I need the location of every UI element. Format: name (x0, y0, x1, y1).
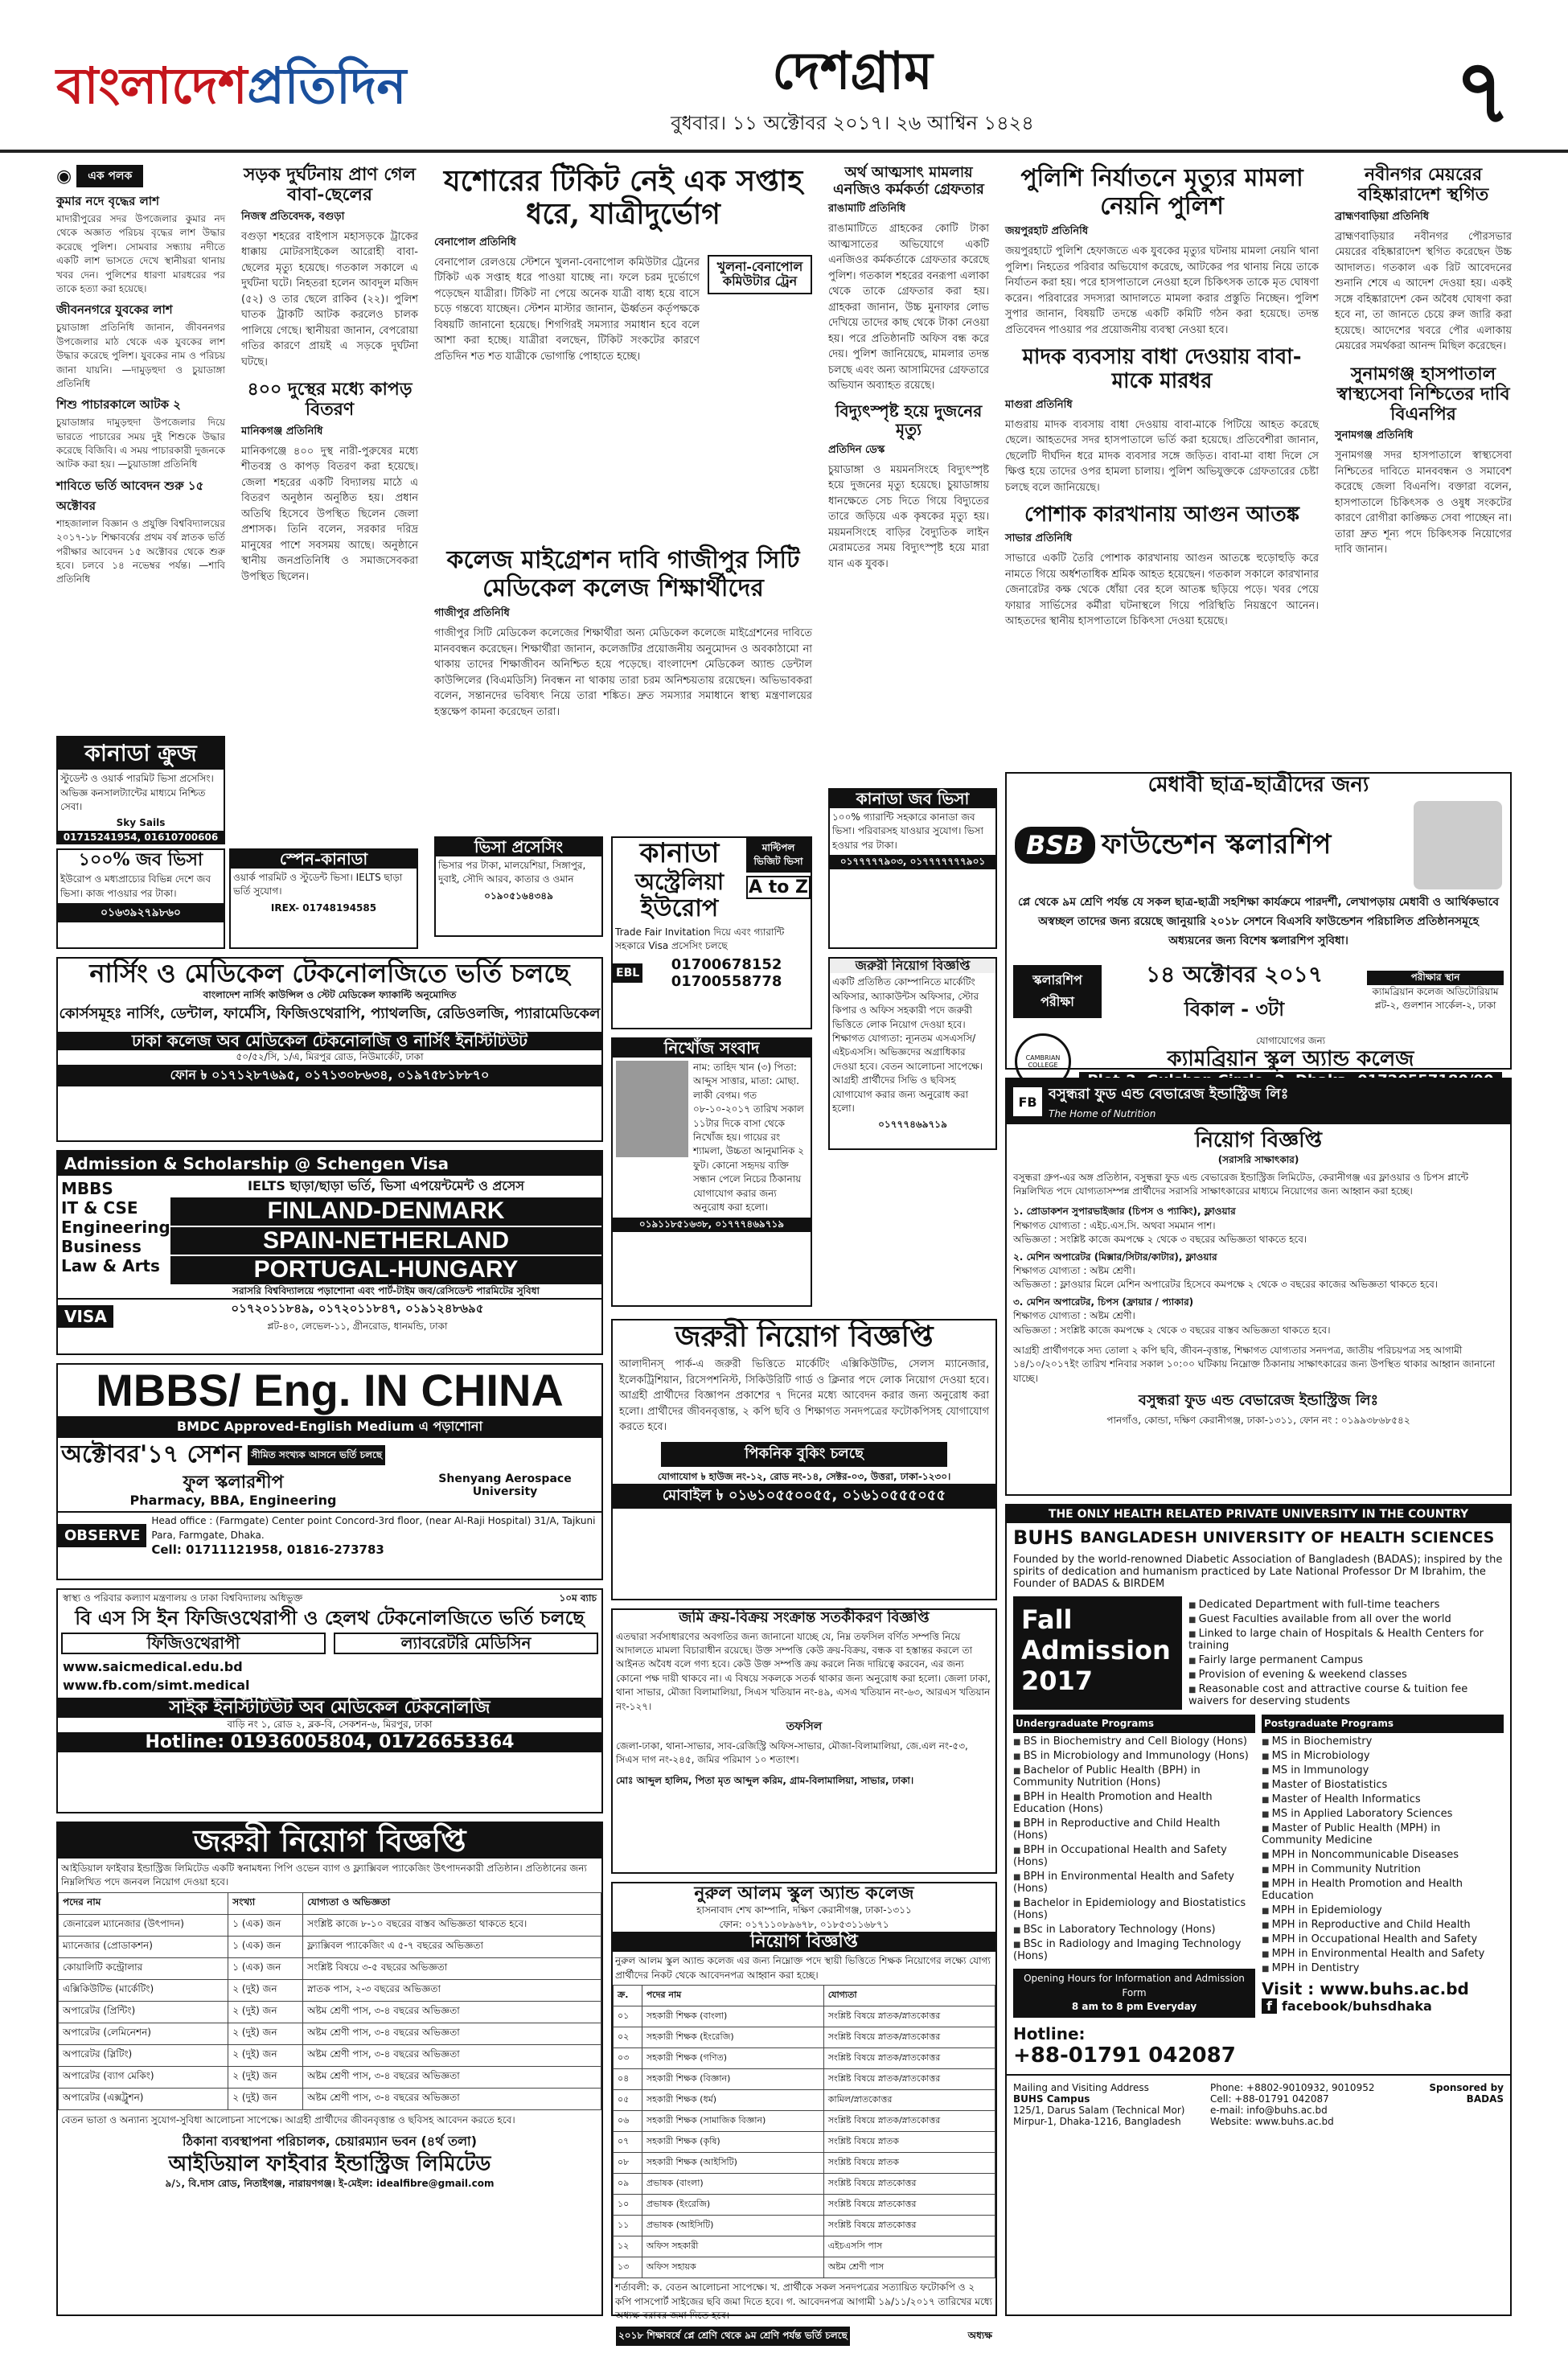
venue-label: পরীক্ষার স্থান (1367, 971, 1504, 984)
story-headline[interactable]: নবীনগর মেয়রের বহিষ্কারাদেশ স্থগিত (1357, 164, 1489, 206)
ad-phone: Cell: 01711121958, 01816-273783 (151, 1542, 384, 1557)
ad-title: বি এস সি ইন ফিজিওথেরাপী ও হেলথ টেকনোলজিতে ভর্তি চলছে (75, 1606, 585, 1630)
story-body: চুয়াডাঙ্গা ও ময়মনসিংহে বিদ্যুৎস্পৃষ্ট হয়ে দুজনের মৃত্যু হয়েছে। চুয়াডাঙ্গায় ধানক্ষেতে সেচ দিতে গিয়ে বিদ্যুতের তারে জড়িয়ে এক কৃষকের মৃত্যু হয়। ময়মনসিংহে বাড়ির বৈদ্যুতিক লাইন মেরামতের সময় বিদ্যুৎস্পৃষ্ট হয়ে মারা যান এক যুবক। (828, 463, 989, 570)
table-row: ০৮ সহকারী শিক্ষক (আইসিটি) সংশ্লিষ্ট বিষয়ে স্নাতক (614, 2153, 995, 2174)
venue: ক্যামব্রিয়ান কলেজ অডিটোরিয়াম প্লট-২, গুলশান সার্কেল-২, ঢাকা (1372, 985, 1499, 1012)
story-byline: বেনাপোল প্রতিনিধি (434, 236, 516, 248)
table-row: ১৩ অফিস সহায়ক অষ্টম শ্রেণী পাস (614, 2257, 995, 2278)
position-item: ২. মেশিন অপারেটর (মিক্সার/সিটার/কাটার), ফ্লাওয়ার শিক্ষাগত যোগ্যতা : অষ্টম শ্রেণী। অভিজ্ঞতা : ফ্লাওয়ার মিলে মেশিন অপারেটর হিসেবে কমপক্ষে ২ থেকে ৩ বছরের কাজের অভিজ্ঞতা থাকতে হবে। (1013, 1251, 1439, 1291)
buhs-top: THE ONLY HEALTH RELATED PRIVATE UNIVERSITY IN THE COUNTRY (1007, 1505, 1510, 1523)
ad-note: বেতন ভাতা ও অন্যান্য সুযোগ-সুবিধা আলোচনা সাপেক্ষে। আগ্রহী প্রার্থীদের জীবনবৃত্তান্ত ও ছবিসহ আবেদন করতে হবে। (61, 2114, 515, 2126)
exam-time: বিকাল - ৩টা (1184, 997, 1285, 1021)
ad-hotline: Hotline: 01936005804, 01726653364 (58, 1732, 601, 1752)
table-row: ১১ প্রভাষক (আইসিটি) সংশ্লিষ্ট বিষয়ে স্নাতকোত্তর (614, 2216, 995, 2236)
table-header: যোগ্যতা ও অভিজ্ঞতা (303, 1893, 601, 1915)
hotline-label: Hotline: (1013, 2023, 1086, 2043)
missing-notice (611, 1037, 812, 1307)
ad-bmdc: BMDC Approved-English Medium এ পড়াশোনা (58, 1416, 601, 1438)
ad-body: ইউরোপ ও মধ্যপ্রাচ্যের বিভিন্ন দেশে জব ভিসা। কাজ পাওয়ার পর টাকা। (60, 873, 211, 899)
brief-title: কুমার নদে বৃদ্ধের লাশ (56, 194, 159, 208)
ad-job-visa[interactable] (56, 848, 225, 949)
ad-line: সরাসরি বিশ্ববিদ্যালয়ে পড়াশোনা এবং পার্ট-টাইম জব/রেসিডেন্ট পারমিটের সুবিধা (232, 1284, 540, 1296)
ad-body: ভিসার পর টাকা, মালয়েশিয়া, সিঙ্গাপুর, দুবাই, সৌদি আরব, কাতার ও ওমান (438, 860, 586, 885)
table-row: ম্যানেজার (প্রোডাকশন) ১ (এক) জন ফ্ল্যাক্সিবল প্যাকেজিং এ ৫-৭ বছরের অভিজ্ঞতা (59, 1937, 601, 1958)
notice-body: এতদ্বারা সর্বসাধারণের অবগতির জন্য জানানো যাচ্ছে যে, নিম্ন তফসিল বর্ণিত সম্পত্তি নিয়ে আদালতে মামলা বিচারাধীন রয়েছে। উক্ত সম্পত্তি কেউ ক্রয়-বিক্রয়, বন্ধক বা হস্তান্তর করলে তা আইনত অবৈধ বলে গণ্য হবে। কেউ উক্ত সম্পত্তি ক্রয় করলে নিজ দায়িত্বে করবেন, এর জন্য কোনো পক্ষ দায়ী থাকবে না। এ বিষয়ে সকলকে সতর্ক থাকার জন্য অনুরোধ করা হলো। জেলা ঢাকা, থানা সাভার, মৌজা বিলামালিয়া, সিএস খতিয়ান নং-৪৯, এসএ খতিয়ান নং-৬৩, আরএস খতিয়ান নং-১২৭। (616, 1630, 991, 1712)
ad-addr: ৯/১, বি.দাস রোড, নিতাইগঞ্জ, নারায়ণগঞ্জ। ই-মেইল: idealfibre@gmail.com (165, 2177, 495, 2189)
ad-phone: মোবাইল ৳ ০১৬১০৫৫০০৫৫, ০১৬১০৫৫৫০৫৫ (613, 1484, 995, 1509)
ad-addr: বাড়ি নং ১, রোড ২, ব্লক-বি, সেকশন-৬, মিরপুর, ঢাকা (227, 1719, 433, 1731)
ad-title: নিয়োগ বিজ্ঞপ্তি (1195, 1128, 1322, 1153)
ad-title: জরুরী নিয়োগ বিজ্ঞপ্তি (830, 959, 995, 973)
ad-head: Admission & Scholarship @ Schengen Visa (58, 1152, 601, 1176)
brief-title: শিশু পাচারকালে আটক ২ (56, 397, 181, 413)
brief-body: চুয়াডাঙ্গা প্রতিনিধি জানান, জীবননগর উপজেলার মাঠ থেকে এক যুবকের লাশ উদ্ধার করেছে পুলিশ। যুবকের নাম ও পরিচয় জানা যায়নি। —দামুড়হুদা ও চুয়াডাঙ্গা প্রতিনিধি (56, 322, 225, 389)
notice-phone: ০১৯১১৮৫১৬৩৮, ০১৭৭৭৪৬৯৭১৯ (613, 1218, 811, 1231)
cambrian-logo: CAMBRIAN COLLEGE (1015, 1033, 1071, 1090)
column-6 (1005, 165, 1319, 768)
company-tagline: The Home of Nutrition (1049, 1108, 1156, 1119)
table-header: ক্র. (614, 1986, 642, 2006)
contact-note: যোগাযোগের জন্য (1255, 1034, 1326, 1046)
story-headline[interactable]: ৪০০ দুস্থের মধ্যে কাপড় বিতরণ (247, 379, 413, 421)
jessore-story (434, 165, 812, 535)
story-byline: রাঙামাটি প্রতিনিধি (828, 203, 906, 216)
position-item: ১. প্রোডাকশন সুপারভাইজার (চিপস ও প্যাকিং), ফ্লাওয়ার শিক্ষাগত যোগ্যতা : এইচ.এস.সি. অথবা সমমান পাশ। অভিজ্ঞতা : সংশ্লিষ্ট কাজে কমপক্ষে ২ থেকে ৩ বছরের অভিজ্ঞতা থাকতে হবে। (1013, 1205, 1307, 1246)
ad-body: ১০০% গ্যারান্টি সহকারে কানাডা জব ভিসা। পরিবারসহ যাওয়ার সুযোগ। ভিসা হওয়ার পর টাকা। (832, 811, 983, 851)
table-row: ০৯ প্রভাষক (বাংলা) সংশ্লিষ্ট বিষয়ে স্নাতকোত্তর (614, 2174, 995, 2195)
column-7 (1335, 165, 1512, 768)
ad-scholar: ফুল স্কলারশীপ (183, 1471, 284, 1493)
ad-nursing[interactable] (56, 957, 603, 1142)
ad-bashundhara[interactable] (1005, 1078, 1512, 1496)
story-byline: প্রতিদিন ডেস্ক (828, 443, 885, 456)
ad-title: কানাডা জব ভিসা (830, 790, 995, 808)
brief-title: শাবিতে ভর্তি আবেদন শুরু ১৫ অক্টোবর (56, 478, 204, 513)
table-row: জেনারেল ম্যানেজার (উৎপাদন) ১ (এক) জন সংশ্লিষ্ট কাজে ৮-১০ বছরের বাস্তব অভিজ্ঞতা থাকতে হবে। (59, 1915, 601, 1937)
schedule-body: জেলা-ঢাকা, থানা-সাভার, সাব-রেজিস্ট্রি অফিস-সাভার, মৌজা-বিলামালিয়া, জে.এল নং-৫৩, সিএস দাগ নং-২৪৫, জমির পরিমাণ ১০ শতাংশ। (616, 1740, 968, 1766)
ad-brand: VISA (58, 1305, 113, 1328)
ad-urgent-big[interactable] (611, 1319, 997, 1600)
ad-title: স্পেন-কানাডা (231, 850, 417, 869)
facebook-icon: f (1262, 1998, 1277, 2014)
story-body: সুনামগঞ্জ সদর হাসপাতালে স্বাস্থ্যসেবা নিশ্চিতের দাবিতে মানববন্ধন ও সমাবেশ করেছে জেলা বিএনপি। বক্তারা বলেন, হাসপাতালে চিকিৎসক ও ওষুধ সংকটের কারণে রোগীরা কাঙ্ক্ষিত সেবা পাচ্ছেন না। তারা দ্রুত শূন্য পদে চিকিৎসক নিয়োগের দাবি জানান। (1335, 450, 1512, 557)
brief-body: শাহজালাল বিজ্ঞান ও প্রযুক্তি বিশ্ববিদ্যালয়ের ২০১৭-১৮ শিক্ষাবর্ষের প্রথম বর্ষ স্নাতক ভর্তি পরীক্ষার আবেদন ১৫ অক্টোবর থেকে শুরু হবে। চলবে ১৪ নভেম্বর পর্যন্ত। —শাবি প্রতিনিধি (56, 517, 225, 585)
ad-phone: IREX- 01748194585 (270, 902, 377, 914)
table-row: কোয়ালিটি কন্ট্রোলার ১ (এক) জন সংশ্লিষ্ট বিষয়ে ৩-৫ বছরের অভিজ্ঞতা (59, 1958, 601, 1980)
ad-urgent-small[interactable] (828, 957, 997, 1150)
ad-phone: ০১৭৭৭৪৬৯৭১৯ (878, 1119, 947, 1131)
table-row: ০৬ সহকারী শিক্ষক (সামাজিক বিজ্ঞান) সংশ্লিষ্ট বিষয়ে স্নাতক/স্নাতকোত্তর (614, 2111, 995, 2132)
ad-title: ফাউন্ডেশন স্কলারশিপ (1101, 828, 1332, 861)
brief-item (56, 477, 225, 587)
ad-web[interactable]: www.saicmedical.edu.bd (63, 1658, 243, 1674)
story-headline[interactable]: পুলিশি নির্যাতনে মৃত্যুর মামলা নেয়নি পুলিশ (1020, 164, 1303, 220)
ad-title: ভিসা প্রসেসিং (436, 838, 601, 856)
story-byline: সাভার প্রতিনিধি (1005, 532, 1073, 545)
table-row: ০২ সহকারী শিক্ষক (ইংরেজি) সংশ্লিষ্ট বিষয়ে স্নাতক/স্নাতকোত্তর (614, 2027, 995, 2048)
ad-brand: OBSERVE (58, 1524, 146, 1547)
story-headline[interactable]: বিদ্যুৎস্পৃষ্ট হয়ে দুজনের মৃত্যু (835, 400, 983, 439)
table-row: ১২ অফিস সহকারী এইচএসসি পাস (614, 2236, 995, 2257)
story-body: জয়পুরহাটে পুলিশি হেফাজতে এক যুবকের মৃত্যুর ঘটনায় মামলা নেয়নি থানা পুলিশ। নিহতের পরিবার অভিযোগ করেছে, আটকের পর থানায় নিয়ে তাকে নির্যাতন করা হয়। পরে হাসপাতালে নেওয়া হলে চিকিৎসক তাকে মৃত ঘোষণা করেন। পরিবারের সদস্যরা আদালতে মামলা করার প্রস্তুতি নিচ্ছেন। পুলিশ সুপার জানান, বিষয়টি তদন্তে একটি কমিটি গঠন করা হয়েছে। তদন্ত প্রতিবেদন পাওয়ার পর প্রয়োজনীয় ব্যবস্থা নেওয়া হবে। (1005, 245, 1319, 336)
ad-bsb[interactable] (1005, 772, 1512, 1070)
ug-label: Undergraduate Programs (1013, 1715, 1255, 1733)
newspaper-logo[interactable]: বাংলাদেশপ্রতিদিন (56, 56, 407, 115)
ad-addr: Head office : (Farmgate) Center point Concord-3rd floor, (near Al-Raji Hospital) 31/A, Tajkuni Para, Farmgate, Dhaka. (151, 1515, 596, 1541)
ad-physio[interactable] (56, 1588, 603, 1813)
story-body: বেনাপোল রেলওয়ে স্টেশনে খুলনা-বেনাপোল কমিউটার ট্রেনের টিকিট এক সপ্তাহ ধরে পাওয়া যাচ্ছে না। ফলে চরম দুর্ভোগে পড়েছেন যাত্রীরা। টিকিট না পেয়ে অনেক যাত্রী বাধ্য হয়ে বাসে চড়ে গন্তব্যে যাচ্ছেন। স্টেশন মাস্টার জানান, ঊর্ধ্বতন কর্তৃপক্ষকে বিষয়টি জানানো হয়েছে। শিগগিরই সমস্যার সমাধান হবে বলে আশা করা হচ্ছে। যাত্রীরা বলছেন, টিকিট সংকটের কারণে প্রতিদিন শত শত যাত্রীকে ভোগান্তি পোহাতে হচ্ছে। (434, 256, 700, 363)
table-row: অপারেটর (এক্সট্রুশন) ২ (দুই) জন অষ্টম শ্রেণী পাস, ৩-৪ বছরের অভিজ্ঞতা (59, 2089, 601, 2110)
ad-addr: ৫০/৫২/সি, ১/এ, মিরপুর রোড, নিউমার্কেট, ঢাকা (236, 1051, 424, 1063)
story-byline: মানিকগঞ্জ প্রতিনিধি (241, 425, 323, 437)
page-number: ৭ (1454, 39, 1512, 143)
ad-canada-cruise[interactable] (56, 736, 225, 844)
ad-brand: Sky Sails (116, 817, 166, 829)
ad-intro: আইডিয়াল ফাইবার ইন্ডাস্ট্রিজ লিমিটেড একটি স্বনামধন্য পিপি ওভেন ব্যাগ ও ফ্ল্যাক্সিবল প্যাকেজিং উৎপাদনকারী প্রতিষ্ঠান। প্রতিষ্ঠানের জন্য নিম্নলিখিত পদে জনবল নিয়োগ দেওয়া হবে। (61, 1862, 587, 1888)
dateline: বুধবার। ১১ অক্টোবর ২০১৭। ২৬ আশ্বিন ১৪২৪ (671, 112, 1034, 134)
ad-fiber-job[interactable] (56, 1822, 603, 2316)
ad-inst: ঢাকা কলেজ অব মেডিকেল টেকনোলজি ও নার্সিং ইনস্টিটিউট (58, 1032, 601, 1050)
ad-desc: প্লে থেকে ৯ম শ্রেণি পর্যন্ত যে সকল ছাত্র-ছাত্রী সহশিক্ষা কার্যক্রমে পারদর্শী, লেখাপড়ায় মেধাবী ও আর্থিকভাবে অস্বচ্ছল তাদের জন্য রয়েছে জানুয়ারি ২০১৮ সেশনে বিএসবি ফাউন্ডেশন পরিচালিত প্রতিষ্ঠানসমূহে অধ্যয়নের জন্য বিশেষ স্কলারশিপ সুবিধা। (1017, 895, 1500, 947)
ad-batch: ১০ম ব্যাচ (559, 1592, 597, 1604)
buhs-founded: Founded by the world-renowned Diabetic Association of Bangladesh (BADAS); inspired by the spirits of dedication and humanism practiced by Late National Professor Dr M Ibrahim, the Founder of BADAS & BIRDEM (1013, 1554, 1503, 1590)
story-byline: নিজস্ব প্রতিবেদক, বগুড়া (241, 210, 345, 223)
footer-company: বসুন্ধরা ফুড এন্ড বেভারেজ ইন্ডাস্ট্রিজ লিঃ (1138, 1392, 1379, 1410)
ad-tag: পিকনিক বুকিং চলছে (661, 1442, 947, 1467)
country-line: SPAIN-NETHERLAND (170, 1227, 601, 1255)
ad-uni: Shenyang Aerospace University (438, 1472, 572, 1498)
ad-addr: যোগাযোগ ৳ হাউজ নং-১২, রোড নং-১৪, সেক্টর-০৩, উত্তরা, ঢাকা-১২৩০। (657, 1470, 951, 1482)
ad-addr-label: ঠিকানা ব্যবস্থাপনা পরিচালক, চেয়ারম্যান ভবন (৪র্থ তলা) (182, 2133, 478, 2149)
column-2 (241, 165, 418, 728)
footer-addr: পানগাঁও, কোন্ডা, দক্ষিণ কেরানীগঞ্জ, ঢাকা-১৩১১, ফোন নং : ০১৯৯৩৮৬৮৫৪২ (1106, 1415, 1410, 1427)
brief-title: জীবননগরে যুবকের লাশ (56, 302, 173, 318)
ad-title: জরুরী নিয়োগ বিজ্ঞপ্তি (675, 1320, 934, 1353)
spiral-icon: ◉ (56, 166, 72, 187)
ad-canada-multiple[interactable] (611, 836, 812, 1029)
story-byline: ব্রাহ্মণবাড়িয়া প্রতিনিধি (1335, 210, 1430, 223)
table-row: ০৪ সহকারী শিক্ষক (বিজ্ঞান) সংশ্লিষ্ট বিষয়ে স্নাতক/স্নাতকোত্তর (614, 2069, 995, 2090)
ad-body: স্টুডেন্ট ও ওয়ার্ক পারমিট ভিসা প্রসেসিং। অভিজ্ঞ কনসালট্যান্টের মাধ্যমে নিশ্চিত সেবা। (60, 773, 214, 812)
teachers-table (613, 1985, 995, 2278)
jobs-table (58, 1892, 601, 2110)
table-header: পদের নাম (642, 1986, 823, 2006)
column-5 (828, 165, 989, 647)
buhs-abbr: BUHS (1013, 1526, 1074, 1549)
ad-phone: 01700558778 (671, 972, 782, 990)
ad-fb[interactable]: www.fb.com/simt.medical (63, 1677, 250, 1693)
ad-body: Trade Fair Invitation দিয়ে এবং গ্যারান্টি সহকারে Visa প্রসেসিং চলছে (615, 926, 785, 952)
story-headline[interactable]: যশোরের টিকিট নেই এক সপ্তাহ ধরে, যাত্রীদুর্ভোগ (443, 164, 803, 232)
story-body: মানিকগঞ্জে ৪০০ দুস্থ নারী-পুরুষের মধ্যে শীতবস্ত্র ও কাপড় বিতরণ করা হয়েছে। জেলা শহরের একটি বিদ্যালয় মাঠে এ বিতরণ অনুষ্ঠান অনুষ্ঠিত হয়। প্রধান অতিথি হিসেবে উপস্থিত ছিলেন জেলা প্রশাসক। তিনি বলেন, সরকার দরিদ্র মানুষের পাশে সবসময় আছে। অনুষ্ঠানে স্থানীয় জনপ্রতিনিধি ও সমাজসেবকরা উপস্থিত ছিলেন। (241, 445, 418, 583)
company-name: বসুন্ধরা ফুড এন্ড বেভারেজ ইন্ডাস্ট্রিজ লিঃ (1049, 1086, 1289, 1103)
ad-inst: সাইক ইনস্টিটিউট অব মেডিকেল টেকনোলজি (58, 1698, 601, 1718)
ad-phone: ফোন ৳ ০১৭১২৮৭৬৯৫, ০১৭১৩০৮৬৩৪, ০১৯৭৫৮১৮৮৭০ (58, 1065, 601, 1086)
medical-story (434, 547, 812, 820)
ad-sub: (সরাসরি সাক্ষাৎকার) (1217, 1154, 1299, 1166)
pg-label: Postgraduate Programs (1262, 1715, 1504, 1733)
ad-phone: 01715241954, 01610700606 (58, 831, 224, 844)
ad-buhs[interactable] (1005, 1504, 1512, 2316)
exam-label: স্কলারশিপ পরীক্ষা (1013, 965, 1102, 1018)
ug-list: ■ BS in Biochemistry and Cell Biology (Hons) ■ BS in Microbiology and Immunology (Hons) ■ Bachelor of Public Health (BPH) in Community Nutrition (Hons) ■ BPH in Health Promotion and Health Education (Hons) ■ BPH in Reproductive and Child Health (Hons) ■ BPH in Occupational Health and Safety (Hons) ■ BPH in Environmental Health and Safety (Hons) ■ Bachelor in Epidemiology and Biostatistics (Hons) ■ BSc in Laboratory Technology (Hons) ■ BSc in Radiology and Imaging Technology (Hons) (1013, 1735, 1255, 1962)
story-body: মাগুরায় মাদক ব্যবসায় বাধা দেওয়ায় বাবা-মাকে পিটিয়ে আহত করেছে ছেলে। আহতদের সদর হাসপাতালে ভর্তি করা হয়েছে। প্রতিবেশীরা জানান, ছেলেটি দীর্ঘদিন ধরে মাদক ব্যবসার সঙ্গে জড়িত। বাবা-মা বাধা দিলে সে ক্ষিপ্ত হয়ে তাদের ওপর হামলা চালায়। পুলিশ অভিযুক্তকে গ্রেফতারের চেষ্টা চলছে বলে জানিয়েছে। (1005, 418, 1319, 494)
ad-program: ফিজিওথেরাপী (61, 1633, 326, 1654)
schedule-label: তফসিল (786, 1720, 823, 1734)
ad-top: মেধাবী ছাত্র-ছাত্রীদের জন্য (1147, 773, 1369, 797)
table-row: ০৩ সহকারী শিক্ষক (গণিত) সংশ্লিষ্ট বিষয়ে স্নাতক/স্নাতকোত্তর (614, 2048, 995, 2069)
ad-addr: প্লট-৪০, লেভেল-১১, গ্রীনরোড, ধানমন্ডি, ঢাকা (267, 1320, 448, 1332)
bsb-logo: BSB (1015, 827, 1095, 864)
briefs-column (56, 165, 225, 728)
fb-logo-icon: FB (1013, 1087, 1042, 1116)
land-notice (611, 1608, 997, 1874)
ad-phone: ০১৬৩৯২৭৯৮৬০ (58, 903, 224, 922)
story-subhead: খুলনা-বেনাপোল কমিউটার ট্রেন (708, 255, 812, 294)
position-list (1007, 1205, 1510, 1337)
ad-title: ১০০% জব ভিসা (78, 849, 203, 870)
ad-title: নার্সিং ও মেডিকেল টেকনোলজিতে ভর্তি চলছে (89, 958, 570, 988)
ad-prog: Pharmacy, BBA, Engineering (129, 1493, 337, 1509)
ad-courses: কোর্সসমূহঃ নার্সিং, ডেন্টাল, ফার্মেসি, ফিজিওথেরাপি, প্যাথলজি, রেডিওলজি, প্যারামেডিকেল (59, 1005, 601, 1023)
ad-admission: ২০১৮ শিক্ষাবর্ষে প্লে শ্রেণি থেকে ৯ম শ্রেণি পর্যন্ত ভর্তি চলছে (616, 2327, 850, 2345)
table-row: এক্সিকিউটিভ (মার্কেটিং) ২ (দুই) জন স্নাতক পাস, ২-৩ বছরের অভিজ্ঞতা (59, 1980, 601, 2002)
table-row: ০৫ সহকারী শিক্ষক (ধর্ম) কামিল/স্নাতকোত্তর (614, 2090, 995, 2111)
table-row: ০৭ সহকারী শিক্ষক (কৃষি) সংশ্লিষ্ট বিষয়ে স্নাতক (614, 2132, 995, 2153)
ad-canada-job[interactable] (828, 788, 997, 949)
ad-sub: বাংলাদেশ নার্সিং কাউন্সিল ও স্টেট মেডিকেল ফ্যাকাল্টি অনুমোদিত (203, 988, 457, 1000)
ad-atoz: A to Z (746, 876, 811, 899)
ad-body: একটি প্রতিষ্ঠিত কোম্পানিতে মার্কেটিং অফিসার, অ্যাকাউন্টস অফিসার, স্টোর কিপার ও অফিস সহকারী পদে জরুরী ভিত্তিতে লোক নিয়োগ দেওয়া হবে। শিক্ষাগত যোগ্যতা: ন্যূনতম এসএসসি/এইচএসসি। অভিজ্ঞদের অগ্রাধিকার দেওয়া হবে। বেতন আলোচনা সাপেক্ষে। আগ্রহী প্রার্থীদের সিভি ও ছবিসহ যোগাযোগ করার জন্য অনুরোধ করা হলো। (832, 976, 983, 1114)
ad-spain-canada[interactable] (229, 848, 418, 949)
briefs-label: এক পলক (76, 165, 143, 187)
ad-body: আলাদীনস্ পার্ক-এ জরুরী ভিত্তিতে মার্কেটিং এক্সিকিউটিভ, সেলস ম্যানেজার, ইলেকট্রিশিয়ান, রিসেপশনিস্ট, সিকিউরিটি গার্ড ও ক্লিনার পদে লোক নিয়োগ দেওয়া হবে। আগ্রহী প্রার্থীদের বিজ্ঞাপন প্রকাশের ৭ দিনের মধ্যে আবেদন করার জন্য অনুরোধ করা হলো। প্রার্থীদের জীবনবৃত্তান্ত, ২ কপি ছবি ও শিক্ষাগত সনদপত্রের ফটোকপিসহ যোগাযোগ করতে হবে। (619, 1358, 989, 1434)
ad-line: অস্ট্রেলিয়া (634, 869, 724, 896)
ad-seats: সীমিত সংখ্যক আসনে ভর্তি চলছে (248, 1445, 385, 1465)
ad-program: ল্যাবরেটরি মেডিসিন (334, 1633, 598, 1654)
story-body: গাজীপুর সিটি মেডিকেল কলেজের শিক্ষার্থীরা অন্য মেডিকেল কলেজে মাইগ্রেশনের দাবিতে মানববন্ধন করেছেন। শিক্ষার্থীরা জানান, কলেজটির প্রয়োজনীয় অনুমোদন ও অবকাঠামো না থাকায় তাদের শিক্ষাজীবন অনিশ্চিত হয়ে পড়েছে। বাংলাদেশ মেডিকেল অ্যান্ড ডেন্টাল কাউন্সিলের (বিএমডিসি) নিবন্ধন না থাকায় তারা চরম অনিশ্চয়তায় রয়েছেন। অভিভাবকরা বলেন, সন্তানদের ভবিষ্যৎ নিয়ে তারা শঙ্কিত। দ্রুত সমস্যার সমাধানে স্বাস্থ্য মন্ত্রণালয়ের হস্তক্ষেপ কামনা করেছেন তারা। (434, 627, 812, 718)
ad-brand: EBL (613, 963, 642, 983)
story-headline[interactable]: সুনামগঞ্জ হাসপাতাল স্বাস্থ্যসেবা নিশ্চিতের দাবি বিএনপির (1336, 363, 1510, 425)
table-header: পদের নাম (59, 1893, 228, 1915)
table-row: ০১ সহকারী শিক্ষক (বাংলা) সংশ্লিষ্ট বিষয়ে স্নাতক/স্নাতকোত্তর (614, 2006, 995, 2027)
table-row: অপারেটর (প্রিন্টিং) ২ (দুই) জন অষ্টম শ্রেণী পাস, ৩-৪ বছরের অভিজ্ঞতা (59, 2002, 601, 2023)
sponsor: Sponsored by BADAS (1429, 2081, 1504, 2105)
briefs-header (56, 165, 225, 187)
ad-line: ইউরোপ (640, 894, 719, 923)
story-body: বগুড়া শহরের বাইপাস মহাসড়কে ট্রাকের ধাক্কায় মোটরসাইকেল আরোহী বাবা-ছেলের মৃত্যু হয়েছে। গতকাল সকালে এ দুর্ঘটনা ঘটে। নিহতরা হলেন আবদুল মজিদ (৫২) ও তার ছেলে রাকিব (২২)। পুলিশ ঘাতক ট্রাকটি আটক করলেও চালক পালিয়ে গেছে। স্থানীয়রা জানান, বেপরোয়া গতির কারণে প্রায়ই এ সড়কে দুর্ঘটনা ঘটছে। (241, 230, 418, 368)
buhs-name: BANGLADESH UNIVERSITY OF HEALTH SCIENCES (1080, 1529, 1495, 1546)
brief-item (56, 192, 225, 296)
story-byline: সুনামগঞ্জ প্রতিনিধি (1335, 429, 1414, 442)
ad-session: অক্টোবর'১৭ সেশন (61, 1440, 242, 1469)
brief-item (56, 396, 225, 472)
ad-sign: অধ্যক্ষ (967, 2330, 992, 2342)
exam-date: ১৪ অক্টোবর ২০১৭ (1145, 960, 1324, 988)
hours-label: Opening Hours for Information and Admission Form (1024, 1973, 1245, 1998)
story-headline[interactable]: কলেজ মাইগ্রেশন দাবি গাজীপুর সিটি মেডিকেল কলেজ শিক্ষার্থীদের (446, 546, 800, 602)
fall-admission: Fall Admission 2017 (1013, 1596, 1182, 1710)
hours: 8 am to 8 pm Everyday (1071, 2001, 1197, 2013)
notice-sign: মোঃ আব্দুল হালিম, পিতা মৃত আব্দুল করিম, গ্রাম-বিলামালিয়া, সাভার, ঢাকা। (616, 1774, 914, 1786)
ad-tag: মাল্টিপল ভিজিট ভিসা (746, 838, 811, 873)
story-body: ব্রাহ্মণবাড়িয়ার নবীনগর পৌরসভার মেয়রের বহিষ্কারাদেশ স্থগিত করেছেন উচ্চ আদালত। গতকাল এক রিট আবেদনের শুনানি শেষে এ আদেশ দেওয়া হয়। একই সঙ্গে বহিষ্কারাদেশ কেন অবৈধ ঘোষণা করা হবে না, তা জানতে চেয়ে রুল জারি করা হয়েছে। আদেশের খবরে পৌর এলাকায় মেয়রের সমর্থকরা আনন্দ মিছিল করেছেন। (1335, 230, 1512, 353)
ad-visa-processing[interactable] (434, 836, 603, 937)
ad-title: কানাডা ক্রুজ (58, 737, 224, 770)
notice-body: নাম: তাহিদ খান (৩) পিতা: আব্দুস সাত্তার, মাতা: মোছা. লাকী বেগম। গত ০৮-১০-২০১৭ তারিখ সকাল ১১টার দিকে বাসা থেকে নিখোঁজ হয়। গায়ের রং শ্যামলা, উচ্চতা আনুমানিক ২ ফুট। কোনো সহৃদয় ব্যক্তি সন্ধান পেলে নিচের ঠিকানায় যোগাযোগ করার জন্য অনুরোধ করা হলো। (693, 1062, 804, 1213)
ad-top: স্বাস্থ্য ও পরিবার কল্যাণ মন্ত্রণালয় ও ঢাকা বিশ্ববিদ্যালয় অধিভুক্ত (63, 1592, 303, 1604)
table-row: অপারেটর (স্লিটিং) ২ (দুই) জন অষ্টম শ্রেণী পাস, ৩-৪ বছরের অভিজ্ঞতা (59, 2045, 601, 2067)
ad-programs: MBBS IT & CSE Engineering Business Law & Arts (61, 1179, 170, 1275)
section-title: দেশগ্রাম (772, 41, 933, 101)
ad-line: কানাডা (639, 837, 720, 869)
ad-title: জরুরী নিয়োগ বিজ্ঞপ্তি (58, 1823, 601, 1859)
country-line: PORTUGAL-HUNGARY (170, 1256, 601, 1284)
visit-link[interactable]: Visit : www.buhs.ac.bd (1262, 1979, 1469, 1999)
ad-company: আইডিয়াল ফাইবার ইন্ডাস্ট্রিজ লিমিটেড (168, 2151, 491, 2176)
ad-ielts: IELTS ছাড়া/ছাড়া ভর্তি, ভিসা এপয়েন্টমেন্ট ও প্রসেস (248, 1178, 524, 1193)
notice-title: নিখোঁজ সংবাদ (613, 1039, 811, 1058)
child-photo (616, 1061, 688, 1157)
school-phone: ফোন: ০১৭১১০৮৯৬৭৮, ০১৮৫৩১১৬৮৭১ (719, 1918, 889, 1930)
ad-title: MBBS/ Eng. IN CHINA (96, 1365, 564, 1415)
story-headline[interactable]: পোশাক কারখানায় আগুন আতঙ্ক (1024, 503, 1300, 528)
ad-schengen[interactable] (56, 1150, 603, 1355)
story-body: রাঙামাটিতে গ্রাহকের কোটি টাকা আত্মসাতের অভিযোগে একটি এনজিওর কর্মকর্তাকে গ্রেফতার করেছে পুলিশ। গতকাল শহরের বনরূপা এলাকা থেকে তাকে গ্রেফতার করা হয়। গ্রাহকরা জানান, উচ্চ মুনাফার লোভ দেখিয়ে তাদের কাছ থেকে টাকা নেওয়া হয়। পরে প্রতিষ্ঠানটি অফিস বন্ধ করে দেয়। পুলিশ জানিয়েছে, মামলার তদন্ত চলছে এবং অন্য আসামিদের গ্রেফতারে অভিযান অব্যাহত রয়েছে। (828, 223, 989, 392)
story-byline: গাজীপুর প্রতিনিধি (434, 607, 510, 619)
country-line: FINLAND-DENMARK (170, 1197, 601, 1226)
brief-body: চুয়াডাঙ্গার দামুড়হুদা উপজেলার দিয়ে ভারতে পাচারের সময় দুই শিশুকে উদ্ধার করেছে বিজিবি। এ সময় পাচারকারী দুজনকে আটক করা হয়। —চুয়াডাঙ্গা প্রতিনিধি (56, 417, 225, 470)
story-headline[interactable]: অর্থ আত্মসাৎ মামলায় এনজিও কর্মকর্তা গ্রেফতার (833, 164, 984, 198)
story-headline[interactable]: মাদক ব্যবসায় বাধা দেওয়ায় বাবা-মাকে মারধর (1022, 345, 1302, 393)
facebook-link[interactable]: f facebook/buhsdhaka (1262, 1998, 1504, 2014)
ad-mbbs-china[interactable] (56, 1363, 603, 1580)
story-byline: মাগুরা প্রতিনিধি (1005, 398, 1073, 411)
brief-body: মাদারীপুরের সদর উপজেলার কুমার নদ থেকে অজ্ঞাত পরিচয় বৃদ্ধের লাশ উদ্ধার করেছে পুলিশ। সোমবার সন্ধ্যায় নদীতে একটি লাশ ভাসতে দেখে স্থানীয়রা থানায় খবর দেন। পুলিশের ধারণা মারধরের পর তাকে হত্যা করা হয়েছে। (56, 213, 225, 294)
story-byline: জয়পুরহাট প্রতিনিধি (1005, 225, 1089, 237)
buhs-contact: Mailing and Visiting Address BUHS Campus 125/1, Darus Salam (Technical Mor) Mirpur-1, Dhaka-1216, Bangladesh Phone: +8802-9010932, 9010952 Cell: +88-01791 042087 e-mail: info@buhs.ac.bd Website: www.buhs.ac.bd Sponsored by BADAS (1007, 2074, 1510, 2134)
notice-title: জমি ক্রয়-বিক্রয় সংক্রান্ত সতর্কীকরণ বিজ্ঞপ্তি (679, 1609, 930, 1626)
ad-school[interactable] (611, 1882, 997, 2342)
table-row: ১০ প্রভাষক (ইংরেজি) সংশ্লিষ্ট বিষয়ে স্নাতকোত্তর (614, 2195, 995, 2216)
hotline[interactable]: +88-01791 042087 (1013, 2043, 1236, 2068)
ad-banner: নিয়োগ বিজ্ঞপ্তি (613, 1932, 995, 1952)
ad-phone: 01700678152 (671, 955, 782, 973)
table-header: সংখ্যা (228, 1893, 303, 1915)
position-item: ৩. মেশিন অপারেটর, চিপস (ফ্রায়ার / প্যাকার) শিক্ষাগত যোগ্যতা : অষ্টম শ্রেণী। অভিজ্ঞতা : সংশ্লিষ্ট কাজে কমপক্ষে ২ থেকে ৩ বছরের বাস্তব অভিজ্ঞতা থাকতে হবে। (1013, 1296, 1331, 1336)
story-headline[interactable]: সড়ক দুর্ঘটনায় প্রাণ গেল বাবা-ছেলের (243, 164, 417, 206)
college-name: ক্যামব্রিয়ান স্কুল অ্যান্ড কলেজ (1167, 1047, 1414, 1072)
table-row: অপারেটর (লেমিনেশন) ২ (দুই) জন অষ্টম শ্রেণী পাস, ৩-৪ বছরের অভিজ্ঞতা (59, 2023, 601, 2045)
pg-list: ■ MS in Biochemistry ■ MS in Microbiology ■ MS in Immunology ■ Master of Biostatistics ■ Master of Health Informatics ■ MS in Applied Laboratory Sciences ■ Master of Public Health (MPH) in Community Medicine ■ MPH in Noncommunicable Diseases ■ MPH in Community Nutrition ■ MPH in Health Promotion and Health Education ■ MPH in Epidemiology ■ MPH in Reproductive and Child Health ■ MPH in Occupational Health and Safety ■ MPH in Environmental Health and Safety ■ MPH in Dentistry (1262, 1735, 1504, 1974)
table-row: অপারেটর (ব্যাগ মেকিং) ২ (দুই) জন অষ্টম শ্রেণী পাস, ৩-৪ বছরের অভিজ্ঞতা (59, 2067, 601, 2089)
masthead (0, 0, 1568, 153)
brief-item (56, 301, 225, 391)
school-addr: হাসনাবাদ শেখ কাম্পানি, দক্ষিণ কেরানীগঞ্জ, ঢাকা-১৩১১ (696, 1904, 912, 1916)
ad-phone: ০১৭২০১১৮৪৯, ০১৭২০১১৮৪৭, ০১৯১২৪৮৬৯৫ (231, 1300, 484, 1316)
feature-list: ■ Dedicated Department with full-time teachers ■ Guest Faculties available from all over the world ■ Linked to large chain of Hospitals & Health Centers for training ■ Fairly large permanent Campus ■ Provision of evening & weekend classes ■ Reasonable cost and attractive course & tuition fee waivers for deserving students (1188, 1596, 1504, 1710)
ad-apply: আগ্রহী প্রার্থীগণকে সদ্য তোলা ২ কপি ছবি, জীবন-বৃত্তান্ত, শিক্ষাগত যোগ্যতার সনদপত্র, জাতীয় পরিচয়পত্র সহ আগামী ১৪/১০/২০১৭ইং তারিখ শনিবার সকাল ১০:০০ ঘটিকায় নিম্নোক্ত ঠিকানায় সাক্ষাৎকারের জন্য উপস্থিত থাকার আহ্বান জানানো যাচ্ছে। (1013, 1344, 1496, 1384)
ad-phone: ০১৯০৫১৬৪৩৪৯ (484, 889, 553, 902)
ad-phone: ০১৭৭৭৭৭৯০৩, ০১৭৭৭৭৭৭৭৯০১ (830, 855, 995, 869)
graduate-photo (1414, 801, 1502, 889)
ad-terms: শর্তাবলী: ক. বেতন আলোচনা সাপেক্ষে। খ. প্রার্থীকে সকল সনদপত্রের সত্যায়িত ফটোকপি ও ২ কপি পাসপোর্ট সাইজের ছবি জমা দিতে হবে। গ. আবেদনপত্র আগামী ১৯/১১/২০১৭ তারিখের মধ্যে অধ্যক্ষ বরাবর জমা দিতে হবে। (615, 2282, 992, 2321)
ad-intro: বসুন্ধরা গ্রুপ-এর অঙ্গ প্রতিষ্ঠান, বসুন্ধরা ফুড এন্ড বেভারেজ ইন্ডাস্ট্রিজ লিমিটেড, কেরানীগঞ্জ এর ফ্লাওয়ার ও চিপস প্লান্টে নিম্নলিখিত পদে যোগ্যতাসম্পন্ন প্রার্থীদের সরাসরি সাক্ষাৎকারের মাধ্যমে নিয়োগের জন্য আহ্বান করা হচ্ছে। (1013, 1171, 1469, 1197)
ad-intro: নুরুল আলম স্কুল অ্যান্ড কলেজ এর জন্য নিম্নোক্ত পদে স্থায়ী ভিত্তিতে শিক্ষক নিয়োগের লক্ষ্যে যোগ্য প্রার্থীদের নিকট থেকে আবেদনপত্র আহ্বান করা হচ্ছে। (615, 1955, 991, 1981)
school-name: নুরুল আলম স্কুল অ্যান্ড কলেজ (694, 1883, 914, 1904)
story-body: সাভারে একটি তৈরি পোশাক কারখানায় আগুন আতঙ্কে হুড়োহুড়ি করে নামতে গিয়ে অর্ধশতাধিক শ্রমিক আহত হয়েছেন। গতকাল সকালে কারখানার জেনারেটর কক্ষ থেকে ধোঁয়া বের হলে আতঙ্ক ছড়িয়ে পড়ে। খবর পেয়ে ফায়ার সার্ভিসের কর্মীরা ঘটনাস্থলে গিয়ে পরিস্থিতি নিয়ন্ত্রণে আনেন। আহতদের স্থানীয় হাসপাতালে চিকিৎসা দেওয়া হয়েছে। (1005, 552, 1319, 628)
ad-body: ওয়ার্ক পারমিট ও স্টুডেন্ট ভিসা। IELTS ছাড়া ভর্তি সুযোগ। (233, 872, 403, 897)
table-header: যোগ্যতা (823, 1986, 995, 2006)
